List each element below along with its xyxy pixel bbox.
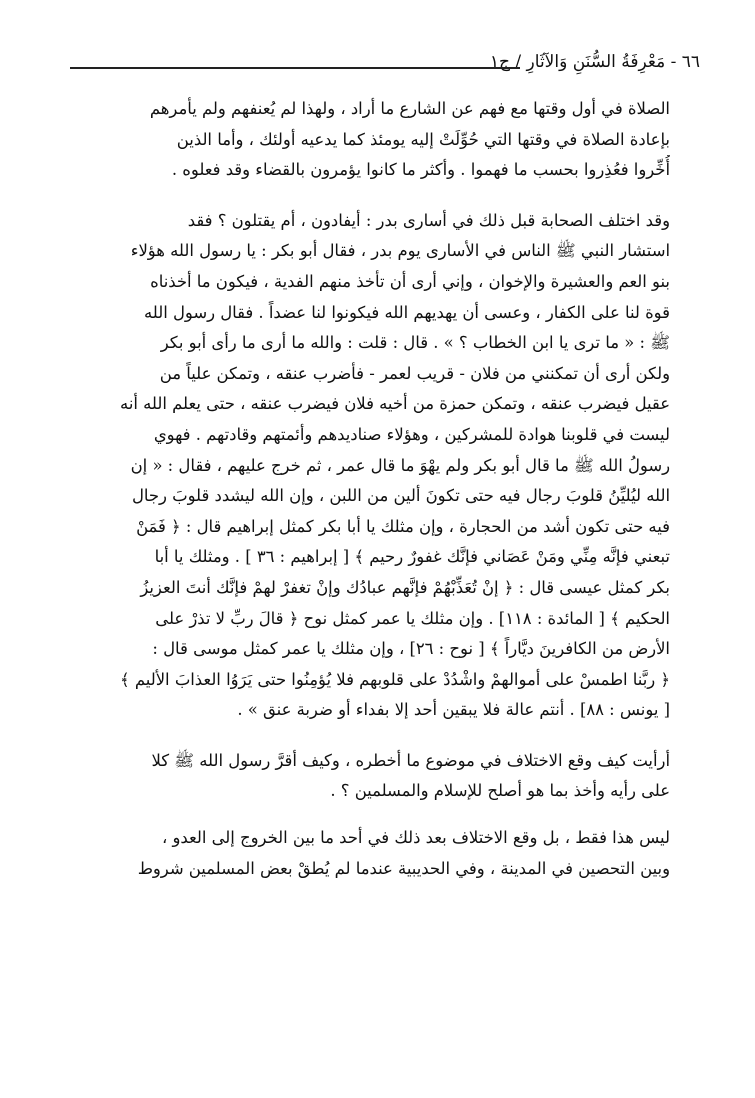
page-body	[68, 94, 670, 884]
text-line: ليس هذا فقط ، بل وقع الاختلاف بعد ذلك في أحد ما بين الخروج إلى العدو ،	[161, 828, 670, 848]
text-line: بإعادة الصلاة في وقتها التي حُوِّلَتْ إليه يومئذ كما يدعيه أولئك ، وأما الذين	[176, 129, 670, 149]
text-line: وبين التحصين في المدينة ، وفي الحديبية عندما لم يُطقْ بعض المسلمين شروط	[137, 858, 670, 878]
text-line: عقيل فيضرب عنقه ، وتمكن حمزة من أخيه فلان فيضرب عنقه ، حتى يعلم الله أنه	[120, 394, 670, 414]
paragraph-3	[68, 746, 670, 807]
paragraph-gap	[68, 726, 670, 746]
text-line: رسولُ الله ﷺ ما قال أبو بكر ولم يهْوَ ما قال عمر ، ثم خرج عليهم ، فقال : « إن	[130, 455, 670, 475]
text-line: [ يونس : ٨٨] . أنتم عالة فلا يبقين أحد إلا بفداء أو ضربة عنق » .	[237, 700, 670, 720]
text-line: فيه حتى تكون أشد من الحجارة ، وإن مثلك يا أبا بكر كمثل إبراهيم قال : ﴿ فَمَنْ	[136, 516, 670, 536]
text-line: أرأيت كيف وقع الاختلاف في موضوع ما أخطره ، وكيف أقرَّ رسول الله ﷺ كلا	[151, 750, 670, 770]
text-line: أُخِّروا فعُذِروا بحسب ما فهموا . وأكثر ما كانوا يؤمرون بالقضاء وقد فعلوه .	[171, 160, 670, 180]
text-line: ﴿ ربَّنا اطمسْ على أموالهمْ واشْدُدْ على قلوبهم فلا يُؤمِنُوا حتى يَرَوُا العذابَ الأليم ﴾	[120, 669, 670, 689]
text-line: الصلاة في أول وقتها مع فهم عن الشارع ما أراد ، ولهذا لم يُعنفهم ولم يأمرهم	[149, 99, 670, 118]
text-line: بنو العم والعشيرة والإخوان ، وإني أرى أن تأخذ منهم الفدية ، فيكون ما أخذناه	[150, 271, 670, 291]
paragraph-gap	[68, 807, 670, 823]
text-line: تبعني فإنَّه مِنِّي ومَنْ عَصَاني فإنَّك غفورٌ رحيم ﴾ [ إبراهيم : ٣٦ ] . ومثلك يا أبا	[154, 547, 670, 567]
paragraph-2	[68, 206, 670, 726]
text-line: الأرض من الكافرينَ ديَّاراً ﴾ [ نوح : ٢٦] ، وإن مثلك يا عمر كمثل موسى قال :	[152, 639, 670, 659]
text-line: وقد اختلف الصحابة قبل ذلك في أسارى بدر : أيفادون ، أم يقتلون ؟ فقد	[187, 210, 670, 230]
text-line: على رأيه وأخذ بما هو أصلح للإسلام والمسلمين ؟ .	[330, 781, 670, 801]
text-line: ولكن أرى أن تمكنني من فلان - قريب لعمر - فأضرب عنقه ، وتمكن علياً من	[159, 363, 670, 383]
header-rule	[70, 67, 520, 69]
paragraph-1	[68, 94, 670, 186]
text-line: ليست في قلوبنا هوادة للمشركين ، وهؤلاء صناديدهم وأئمتهم وقادتهم . فهوي	[153, 424, 670, 444]
text-line: الحكيم ﴾ [ المائدة : ١١٨] . وإن مثلك يا عمر كمثل نوح ﴿ قالَ ربِّ لا تذرْ على	[155, 608, 670, 628]
page-header	[70, 50, 700, 90]
text-line: بكر كمثل عيسى قال : ﴿ إنْ تُعَذِّبْهُمْ فإنَّهم عبادُك وإنْ تغفرْ لهمْ فإنَّك أنتَ العزيزُ	[140, 577, 670, 597]
paragraph-gap	[68, 186, 670, 206]
paragraph-4	[68, 823, 670, 884]
text-line: الله ليُليِّنُ قلوبَ رجال فيه حتى تكونَ ألين من اللبن ، وإن الله ليشدد قلوبَ رجال	[132, 486, 670, 506]
text-line: قوة لنا على الكفار ، وعسى أن يهديهم الله فيكونوا لنا عضداً . فقال رسول الله	[143, 302, 670, 322]
text-line: استشار النبي ﷺ الناس في الأسارى يوم بدر ، فقال أبو بكر : يا رسول الله هؤلاء	[130, 241, 670, 261]
text-line: ﷺ : « ما ترى يا ابن الخطاب ؟ » . قال : قلت : والله ما أرى ما رأى أبو بكر	[160, 333, 670, 353]
running-header: ٦٦ - مَعْرِفَةُ السُّنَنِ وَالآثَارِ / ج١	[489, 52, 700, 72]
